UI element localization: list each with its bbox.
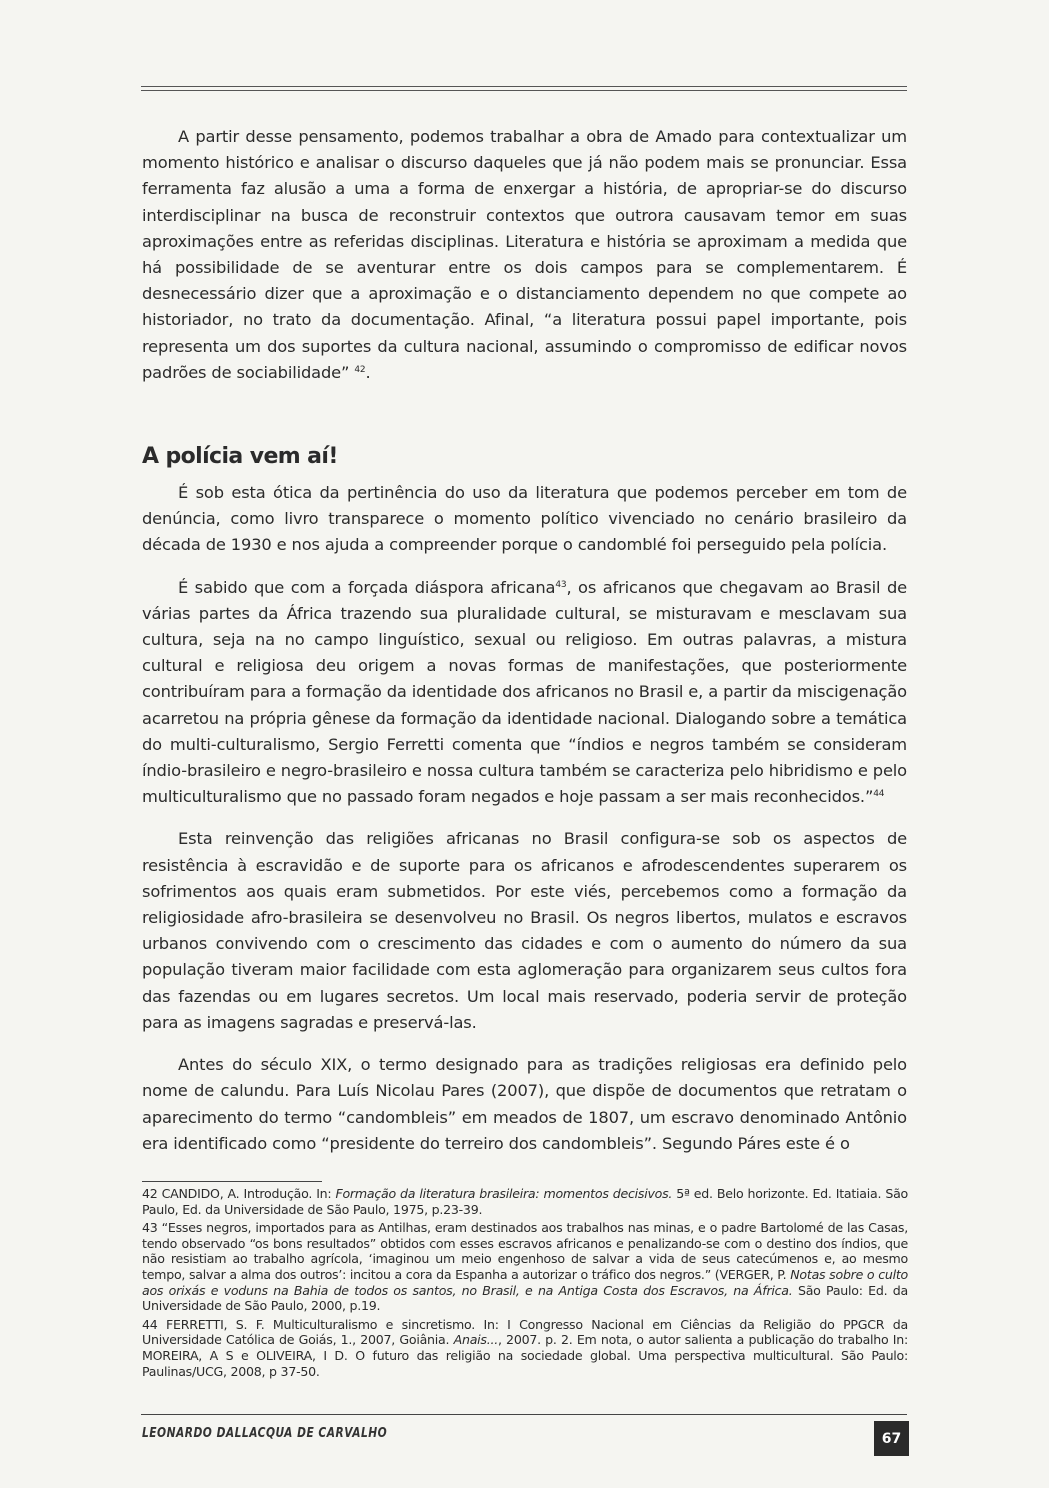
footer-rule (141, 1414, 907, 1415)
header-rule-bottom (141, 90, 907, 91)
footnote-ref-42[interactable]: 42 (354, 364, 366, 375)
footnote-ref-43[interactable]: 43 (555, 579, 567, 590)
paragraph-5: Antes do século XIX, o termo designado para as tradições religiosas era definido pelo nome de calundu. Para Luís Nicolau Pares (2007), que dispõe de documentos que retratam o aparecimento do termo “candombleis” em meados de 1807, um escravo denominado Antônio era identificado como “presidente do terreiro dos candombleis”. Segundo Páres este é o (142, 1055, 907, 1153)
footnote-44: 44 FERRETTI, S. F. Multiculturalismo e sincretismo. In: I Congresso Nacional em Ciências da Religião do PPGCR da Universidade Católica de Goiás, 1., 2007, Goiânia. Anais..., 2007. p. 2. Em nota, o autor salienta a publicação do trabalho In: MOREIRA, A S e OLIVEIRA, I D. O futuro das religião na sociedade global. Uma perspectiva multicultural. São Paulo: Paulinas/UCG, 2008, p 37-50. (142, 1316, 908, 1379)
paragraph-2: É sob esta ótica da pertinência do uso da literatura que podemos perceber em tom de denúncia, como livro transparece o momento político vivenciado no cenário brasileiro da década de 1930 e nos ajuda a compreender porque o candomblé foi perseguido pela polícia. (142, 483, 907, 555)
paragraph-3: É sabido que com a forçada diáspora africana$^{43}$, os africanos que chegavam ao Brasil de várias partes da África trazendo sua pluralidade cultural, se misturavam e mesclavam sua cultura, seja na no campo linguístico, sexual ou religioso. Em outras palavras, a mistura cultural e religiosa deu origem a novas formas de manifestações, que posteriormente contribuíram para a formação da identidade dos africanos no Brasil e, a partir da miscigenação acarretou na própria gênese da formação da identidade nacional. Dialogando sobre a temática do multi-culturalismo, Sergio Ferretti comenta que “índios e negros também se consideram índio-brasileiro e negro-brasileiro e nossa cultura também se caracteriza pelo hibridismo e pelo multiculturalismo que no passado foram negados e hoje passam a ser mais reconhecidos.”$^{44}$ (142, 577, 907, 807)
footnote-ref-44[interactable]: 44 (873, 789, 885, 800)
footnote-separator (142, 1181, 322, 1182)
body-text (142, 124, 907, 1173)
header-rule-top (141, 86, 907, 87)
paragraph-1: A partir desse pensamento, podemos trabalhar a obra de Amado para contextualizar um momento histórico e analisar o discurso daqueles que já não podem mais se pronunciar. Essa ferramenta faz alusão a uma a forma de enxergar a história, de apropriar-se do discurso interdisciplinar na busca de reconstruir contextos que outrora causavam temor em suas aproximações entre as referidas disciplinas. Literatura e história se aproximam a medida que há possibilidade de se aventurar entre os dois campos para se complementarem. É desnecessário dizer que a aproximação e o distanciamento dependem no que compete ao historiador, no trato da documentação. Afinal, “a literatura possui papel importante, pois representa um dos suportes da cultura nacional, assumindo o compromisso de edificar novos padrões de sociabilidade” $^{42}$. (142, 127, 907, 382)
page-number: 67 (874, 1421, 909, 1456)
section-heading: A polícia vem aí! (142, 444, 338, 470)
footer-author: LEONARDO DALLACQUA DE CARVALHO (142, 1426, 388, 1441)
paragraph-4: Esta reinvenção das religiões africanas no Brasil configura-se sob os aspectos de resistência à escravidão e de suporte para os africanos e afrodescendentes superarem os sofrimentos aos quais eram submetidos. Por este viés, percebemos como a formação da religiosidade afro-brasileira se desenvolveu no Brasil. Os negros libertos, mulatos e escravos urbanos convivendo com o crescimento das cidades e com o aumento do número da sua população tiveram maior facilidade com esta aglomeração para organizarem seus cultos fora das fazendas ou em lugares secretos. Um local mais reservado, poderia servir de proteção para as imagens sagradas e preservá-las. (142, 829, 907, 1032)
footnotes (142, 1186, 908, 1382)
footnote-42: 42 CANDIDO, A. Introdução. In: Formação da literatura brasileira: momentos decisivos. 5ª ed. Belo horizonte. Ed. Itatiaia. São Paulo, Ed. da Universidade de São Paulo, 1975, p.23-39. (142, 1186, 908, 1217)
footnote-43: 43 “Esses negros, importados para as Antilhas, eram destinados aos trabalhos nas minas, e o padre Bartolomé de las Casas, tendo observado “os bons resultados” obtidos com esses escravos africanos e penalizando-se com o destino dos índios, que não resistiam ao trabalho agrícola, ‘imaginou um meio engenhoso de salvar a vida de seus catecúmenos e, ao mesmo tempo, salvar a alma dos outros’: incitou a cora da Espanha a autorizar o tráfico dos negros.” (VERGER, P. Notas sobre o culto aos orixás e voduns na Bahia de todos os santos, no Brasil, e na Antiga Costa dos Escravos, na África. São Paulo: Ed. da Universidade de São Paulo, 2000, p.19. (142, 1220, 908, 1314)
